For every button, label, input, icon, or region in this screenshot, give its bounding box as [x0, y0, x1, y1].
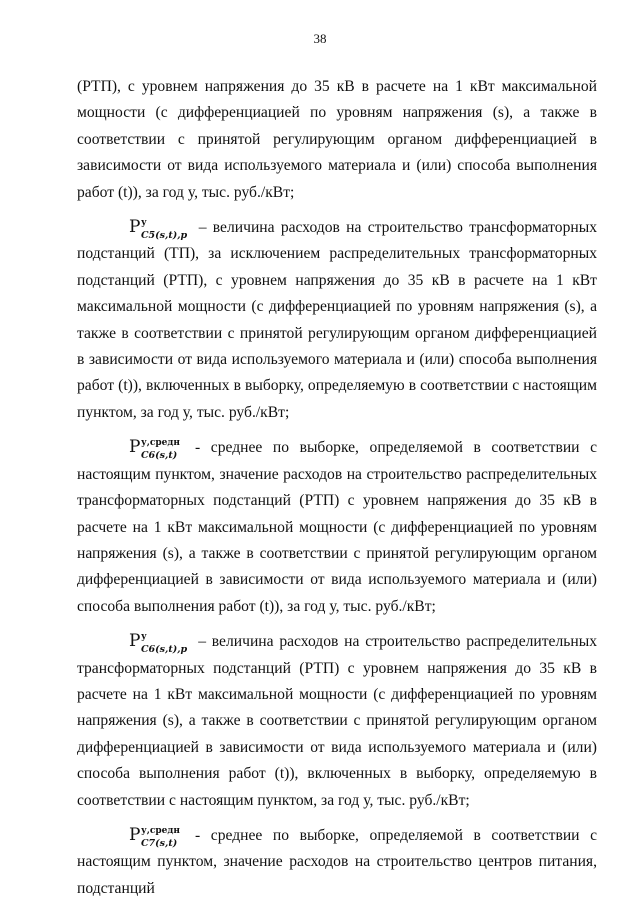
- formula-symbol-c5: P у C5(s,t),p: [129, 217, 188, 242]
- formula-symbol-c7-average: P у,средн C7(s,t): [129, 824, 180, 849]
- body-text: [77, 74, 597, 902]
- definition-c6: P у C6(s,t),p – величина расходов на строительство распределительных трансформаторных подстанций (РТП) с уровнем напряжения до 35 кВ в расчете на 1 кВт максимальной мощности (с дифференциацией по уровням напряжения (s), а также в соответствии с принятой регулирующим органом дифференциацией в зависимости от вида используемого материала и (или) способа выполнения работ (t)), включенных в выборку, определяемую в соответствии с настоящим пунктом, за год у, тыс. руб./кВт;: [77, 628, 597, 814]
- paragraph-continuation: (РТП), с уровнем напряжения до 35 кВ в расчете на 1 кВт максимальной мощности (с дифференциацией по уровням напряжения (s), а также в соответствии с принятой регулирующим органом дифференциацией в зависимости от вида используемого материала и (или) способа выполнения работ (t)), за год у, тыс. руб./кВт;: [77, 78, 597, 201]
- page-number: 38: [313, 31, 327, 46]
- definition-c5: P у C5(s,t),p – величина расходов на строительство трансформаторных подстанций (ТП), за исключением распределительных трансформаторных подстанций (РТП), с уровнем напряжения до 35 кВ в расчете на 1 кВт максимальной мощности (с дифференциацией по уровням напряжения (s), а также в соответствии с принятой регулирующим органом дифференциацией в зависимости от вида используемого материала и (или) способа выполнения работ (t)), включенных в выборку, определяемую в соответствии с настоящим пунктом, за год у, тыс. руб./кВт;: [77, 214, 597, 426]
- definition-c6-average: P у,средн C6(s,t) - среднее по выборке, определяемой в соответствии с настоящим пунктом, значение расходов на строительство распределительных трансформаторных подстанций (РТП) с уровнем напряжения до 35 кВ в расчете на 1 кВт максимальной мощности (с дифференциацией по уровням напряжения (s), а также в соответствии с принятой регулирующим органом дифференциацией в зависимости от вида используемого материала и (или) способа выполнения работ (t)), за год у, тыс. руб./кВт;: [77, 434, 597, 620]
- formula-symbol-c6-average: P у,средн C6(s,t): [129, 437, 180, 462]
- definition-c7-average: P у,средн C7(s,t) - среднее по выборке, определяемой в соответствии с настоящим пунктом, значение расходов на строительство центров питания, подстанций: [77, 822, 597, 902]
- formula-symbol-c6: P у C6(s,t),p: [129, 631, 188, 656]
